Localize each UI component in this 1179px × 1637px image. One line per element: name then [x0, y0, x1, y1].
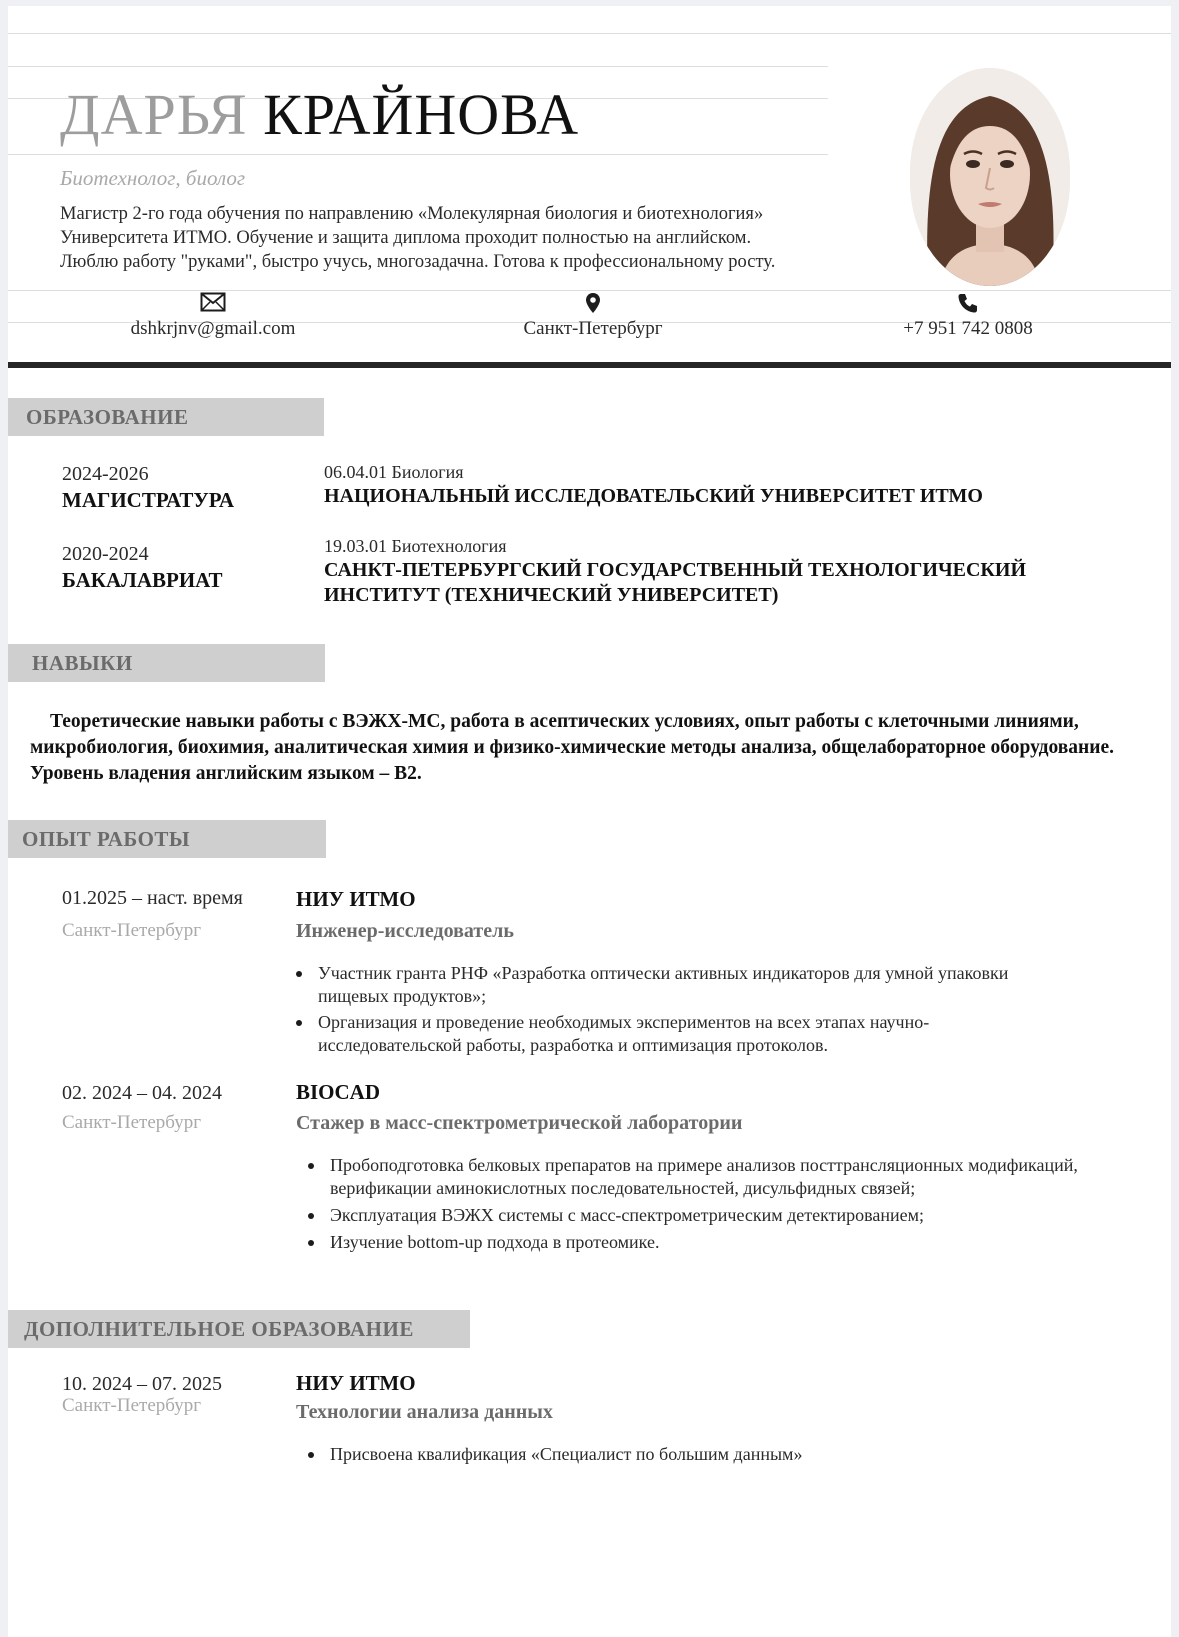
- divider: [8, 66, 828, 67]
- course-period: 10. 2024 – 07. 2025: [62, 1373, 222, 1395]
- candidate-name: [60, 82, 580, 147]
- first-name: ДАРЬЯ: [60, 82, 248, 147]
- about-text: [60, 202, 850, 274]
- about-line: Университета ИТМО. Обучение и защита диплома проходит полностью на английском.: [60, 228, 752, 248]
- education-program: 19.03.01 Биотехнология: [324, 536, 507, 556]
- education-years: 2024-2026: [62, 463, 149, 485]
- list-item: Изучение bottom-up подхода в протеомике.: [330, 1231, 1090, 1254]
- job-period: 02. 2024 – 04. 2024: [62, 1082, 222, 1104]
- divider: [8, 33, 1171, 34]
- job-company: НИУ ИТМО: [296, 887, 416, 911]
- section-heading-additional-education: ДОПОЛНИТЕЛЬНОЕ ОБРАЗОВАНИЕ: [8, 1310, 470, 1348]
- education-university: САНКТ-ПЕТЕРБУРГСКИЙ ГОСУДАРСТВЕННЫЙ ТЕХНОЛОГИЧЕСКИЙ ИНСТИТУТ (ТЕХНИЧЕСКИЙ УНИВЕРСИТЕТ): [324, 559, 1027, 606]
- section-heading-skills: НАВЫКИ: [8, 644, 325, 682]
- phone-text: +7 951 742 0808: [903, 318, 1033, 339]
- contact-phone[interactable]: [883, 292, 1053, 340]
- location-pin-icon: [508, 292, 678, 316]
- resume-page: [8, 6, 1171, 1637]
- divider: [8, 290, 1171, 291]
- header-divider: [8, 362, 1171, 368]
- about-line: Магистр 2-го года обучения по направлению «Молекулярная биология и биотехнология»: [60, 204, 764, 224]
- education-degree: МАГИСТРАТУРА: [62, 488, 235, 512]
- course-title: Технологии анализа данных: [296, 1401, 553, 1423]
- job-city: Санкт-Петербург: [62, 920, 202, 941]
- contact-city: [508, 292, 678, 340]
- section-heading-education: ОБРАЗОВАНИЕ: [8, 398, 324, 436]
- email-text: dshkrjnv@gmail.com: [130, 318, 296, 339]
- job-city: Санкт-Петербург: [62, 1112, 202, 1133]
- job-period: 01.2025 – наст. время: [62, 887, 243, 909]
- profile-photo: [910, 68, 1070, 286]
- job-role: Инженер-исследователь: [296, 920, 514, 942]
- education-years: 2020-2024: [62, 543, 149, 565]
- list-item: Организация и проведение необходимых экспериментов на всех этапах научно-исследовательской работы, разработка и оптимизация протоколов.: [318, 1011, 1038, 1057]
- job-duties: [330, 1154, 1090, 1254]
- education-degree: БАКАЛАВРИАТ: [62, 568, 223, 592]
- contact-email[interactable]: [118, 292, 308, 340]
- list-item: Присвоена квалификация «Специалист по большим данным»: [330, 1443, 1090, 1466]
- education-program: 06.04.01 Биология: [324, 462, 464, 482]
- job-duties: [318, 962, 1038, 1057]
- skills-text: Теоретические навыки работы с ВЭЖХ-МС, работа в асептических условиях, опыт работы с клеточными линиями, микробиология, биохимия, аналитическая химия и физико-химические методы анализа, общелабораторное оборудование. Уровень владения английским языком – B2.: [30, 711, 1115, 784]
- city-text: Санкт-Петербург: [523, 318, 663, 339]
- list-item: Участник гранта РНФ «Разработка оптически активных индикаторов для умной упаковки пищевых продуктов»;: [318, 962, 1038, 1008]
- course-institution: НИУ ИТМО: [296, 1371, 416, 1395]
- job-role: Стажер в масс-спектрометрической лаборатории: [296, 1112, 743, 1134]
- job-subtitle: Биотехнолог, биолог: [60, 166, 246, 190]
- section-heading-experience: ОПЫТ РАБОТЫ: [8, 820, 326, 858]
- list-item: Пробоподготовка белковых препаратов на примере анализов посттрансляционных модификаций, верификации аминокислотных последовательностей, дисульфидных связей;: [330, 1154, 1090, 1200]
- course-results: [330, 1443, 1090, 1466]
- phone-icon: [883, 292, 1053, 316]
- list-item: Эксплуатация ВЭЖХ системы с масс-спектрометрическим детектированием;: [330, 1204, 1090, 1227]
- divider: [8, 154, 828, 155]
- course-city: Санкт-Петербург: [62, 1395, 202, 1416]
- about-line: Люблю работу "руками", быстро учусь, многозадачна. Готова к профессиональному росту.: [60, 252, 776, 272]
- job-company: BIOCAD: [296, 1080, 381, 1104]
- envelope-icon: [118, 292, 308, 316]
- last-name: КРАЙНОВА: [263, 82, 580, 147]
- education-university: НАЦИОНАЛЬНЫЙ ИССЛЕДОВАТЕЛЬСКИЙ УНИВЕРСИТЕТ ИТМО: [324, 485, 983, 507]
